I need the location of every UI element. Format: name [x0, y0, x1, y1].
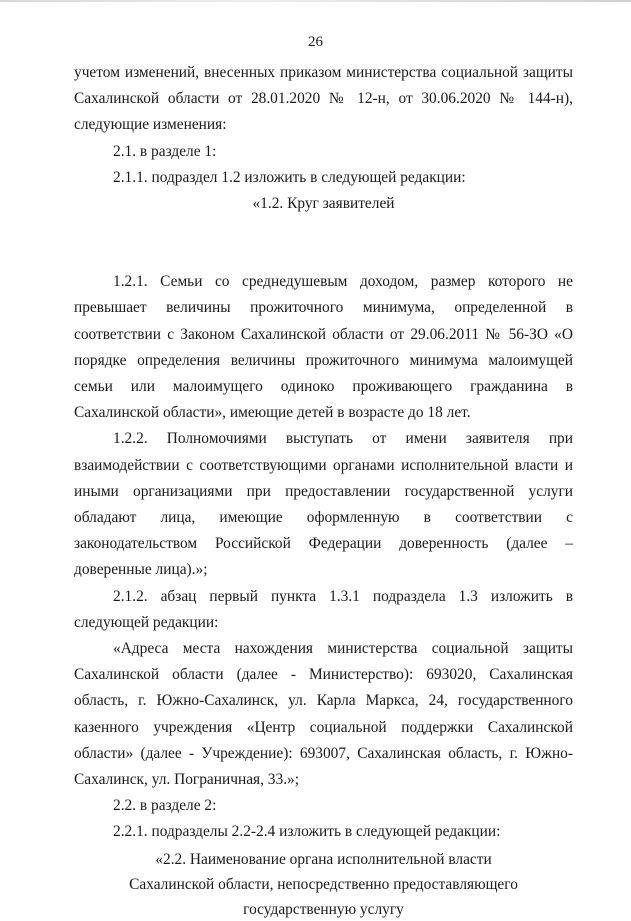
paragraph-addresses: «Адреса места нахождения министерства социальной защиты Сахалинской области (далее - Министерство): 693020, Сахалинская область, г. Южно-Сахалинск, ул. Карла Маркса, 24, государственного казенного учреждения «Центр социальной поддержки Сахалинской области» (далее - Учреждение): 693007, Сахалинская область, г. Южно-Сахалинск, ул. Пограничная, 33.»; [74, 640, 573, 789]
paragraph-1-2-1: 1.2.1. Семьи со среднедушевым доходом, размер которого не превышает величины прожиточного минимума, определенной в соответствии с Законом Сахалинской области от 29.06.2011 № 56-ЗО «О порядке определения величины прожиточного минимума малоимущей семьи или малоимущего одиноко проживающего гражданина в Сахалинской области», имеющие детей в возрасте до 18 лет. [74, 273, 573, 422]
subsection-heading-2-2-line3: государственную услугу [243, 900, 404, 918]
paragraph-2-2: 2.2. в разделе 2: [113, 797, 217, 815]
subsection-heading-2-2-line2: Сахалинской области, непосредственно предоставляющего [129, 875, 518, 893]
blank-gap [74, 217, 573, 269]
subsection-heading-2-2-line1: «2.2. Наименование органа исполнительной власти [155, 850, 492, 868]
scan-edge-line [0, 0, 631, 2]
paragraph-2-2-1: 2.2.1. подразделы 2.2-2.4 изложить в следующей редакции: [113, 823, 501, 841]
paragraph-1-2-2: 1.2.2. Полномочиями выступать от имени заявителя при взаимодействии с соответствующими органами исполнительной власти и иными организациями при предоставлении государственной услуги обладают лица, имеющие оформленную в соответствии с законодательством Российской Федерации доверенность (далее – доверенные лица).»; [74, 430, 573, 579]
subsection-heading-1-2: «1.2. Круг заявителей [252, 195, 395, 213]
paragraph-2-1-2: 2.1.2. абзац первый пункта 1.3.1 подраздела 1.3 изложить в следующей редакции: [74, 587, 573, 631]
paragraph-2-1-1: 2.1.1. подраздел 1.2 изложить в следующей редакции: [113, 168, 466, 186]
paragraph-continuation: учетом изменений, внесенных приказом министерства социальной защиты Сахалинской области от 28.01.2020 № 12-н, от 30.06.2020 № 144-н), следующие изменения: [74, 64, 573, 134]
document-body [74, 60, 573, 921]
page-number: 26 [308, 34, 323, 50]
paragraph-2-1: 2.1. в разделе 1: [113, 142, 217, 160]
